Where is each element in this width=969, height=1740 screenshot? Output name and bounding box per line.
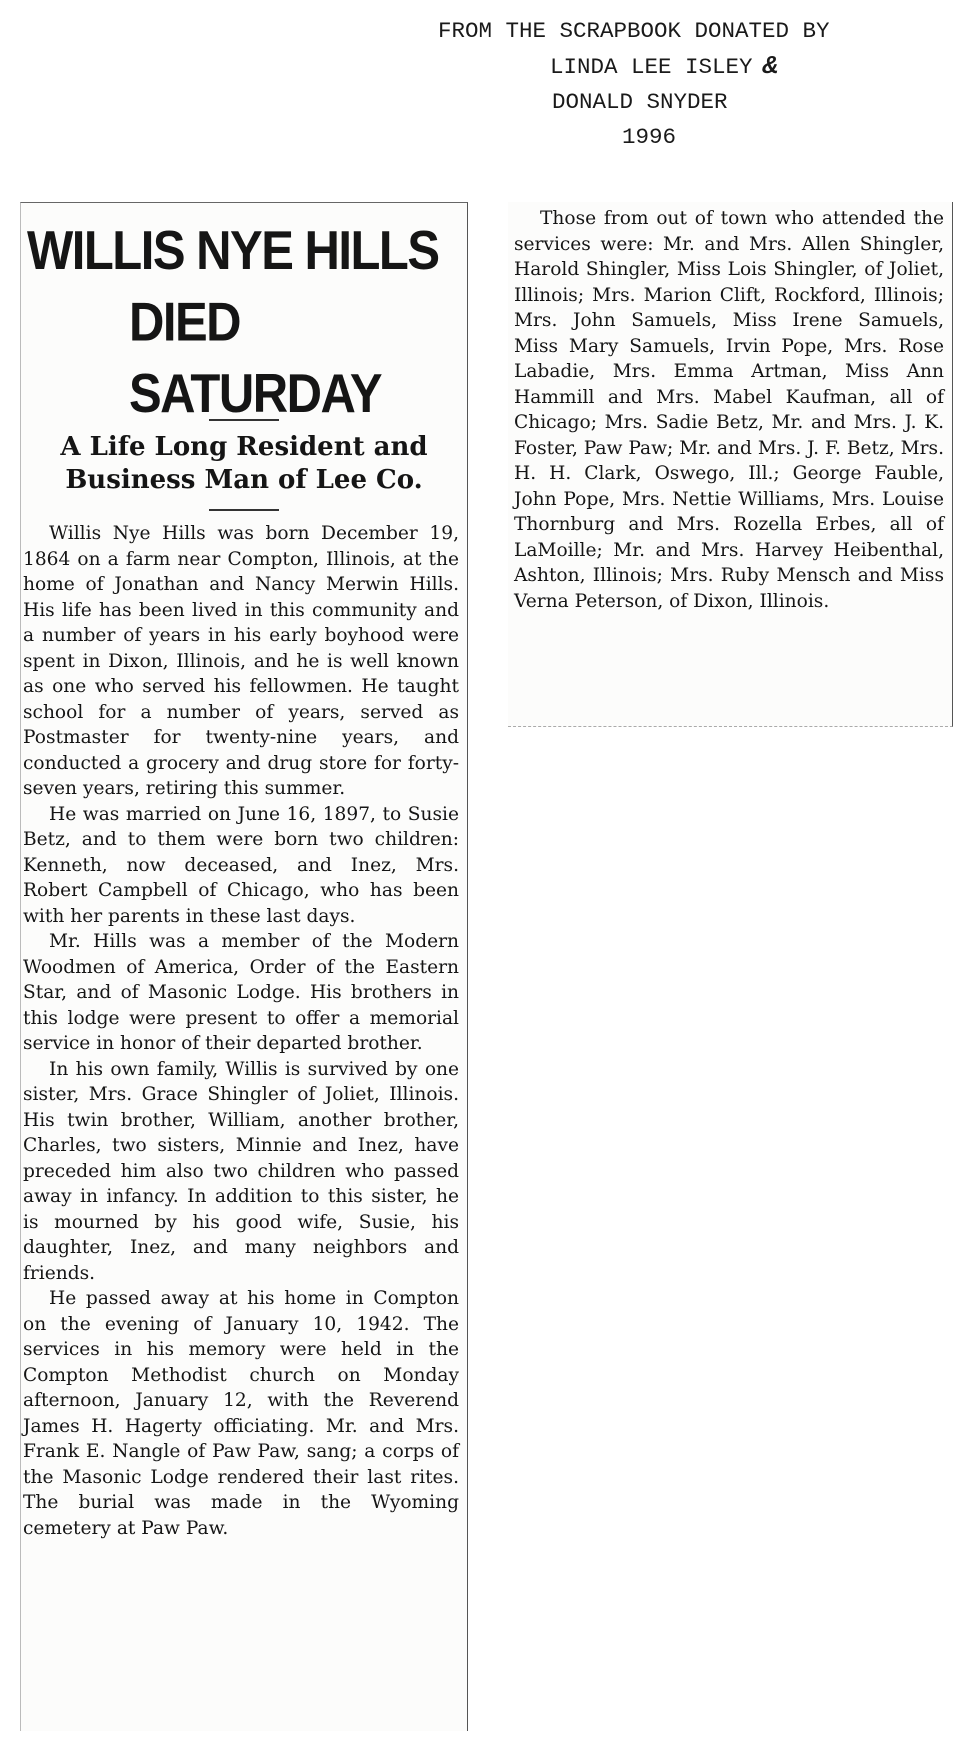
donation-line-1: FROM THE SCRAPBOOK DONATED BY [438,18,830,44]
donation-line-2 [400,49,940,85]
scrapbook-donation-note [400,14,940,155]
paragraph-birth: Willis Nye Hills was born December 19, 1864 on a farm near Compton, Illinois, at the home of Jonathan and Nancy Merwin Hills. His life has been lived in this community and a number of years in his early boyhood were spent in Dixon, Illinois, and he is well known as one who served his fellowmen. He taught school for a number of years, served as Postmaster for twenty-nine years, and conducted a grocery and drug store for forty-seven years, retiring this summer. [23,523,459,799]
headline-line-1: WILLIS NYE HILLS [27,220,439,282]
subheadline: A Life Long Resident and Business Man of Lee Co. [60,432,428,495]
headline [27,215,467,430]
donation-year: 1996 [622,124,677,150]
headline-line-2: DIED SATURDAY [129,292,382,425]
donor-name-2: DONALD SNYDER [552,89,728,115]
clipping-left-column [20,202,468,1731]
paragraph-memberships: Mr. Hills was a member of the Modern Woodmen of America, Order of the Eastern Star, and of Masonic Lodge. His brothers in this lodge were present to offer a memorial service in honor of their departed brother. [23,931,459,1054]
paragraph-attendees: Those from out of town who attended the services were: Mr. and Mrs. Allen Shingler, Harold Shingler, Miss Lois Shingler, of Joliet, Illinois; Mrs. Marion Clift, Rockford, Illinois; Mrs. John Samuels, Miss Irene Samuels, Miss Mary Samuels, Irvin Pope, Mrs. Rose Labadie, Mrs. Emma Artman, Miss Ann Hammill and Mrs. Mabel Kaufman, all of Chicago; Mrs. Sadie Betz, Mr. and Mrs. J. K. Foster, Paw Paw; Mr. and Mrs. J. F. Betz, Mrs. H. H. Clark, Oswego, Ill.; George Fauble, John Pope, Mrs. Nettie Williams, Mrs. Louise Thornburg and Mrs. Rozella Erbes, all of LaMoille; Mr. and Mrs. Harvey Heibenthal, Ashton, Illinois; Mrs. Ruby Mensch and Miss Verna Peterson, of Dixon, Illinois. [514,208,944,612]
paragraph-services: He passed away at his home in Compton on the evening of January 10, 1942. The services in his memory were held in the Compton Methodist church on Monday afternoon, January 12, with the Reverend James H. Hagerty officiating. Mr. and Mrs. Frank E. Nangle of Paw Paw, sang; a corps of the Masonic Lodge rendered their last rites. The burial was made in the Wyoming cemetery at Paw Paw. [23,1288,459,1539]
attendees-section [508,206,952,614]
paragraph-family: In his own family, Willis is survived by one sister, Mrs. Grace Shingler of Joliet, Illinois. His twin brother, William, another brother, Charles, two sisters, Minnie and Inez, have preceded him also two children who passed away in infancy. In addition to this sister, he is mourned by his good wife, Susie, his daughter, Inez, and many neighbors and friends. [23,1058,459,1284]
handwritten-ampersand: & [762,51,779,81]
donor-name-1: LINDA LEE ISLEY [550,54,753,80]
paragraph-marriage: He was married on June 16, 1897, to Susie Betz, and to them were born two children: Kenneth, now deceased, and Inez, Mrs. Robert Campbell of Chicago, who has been with her parents in these last days. [23,803,459,927]
subheadline-divider [209,509,279,511]
article-body [21,521,467,1541]
clipping-right-column [508,202,953,727]
